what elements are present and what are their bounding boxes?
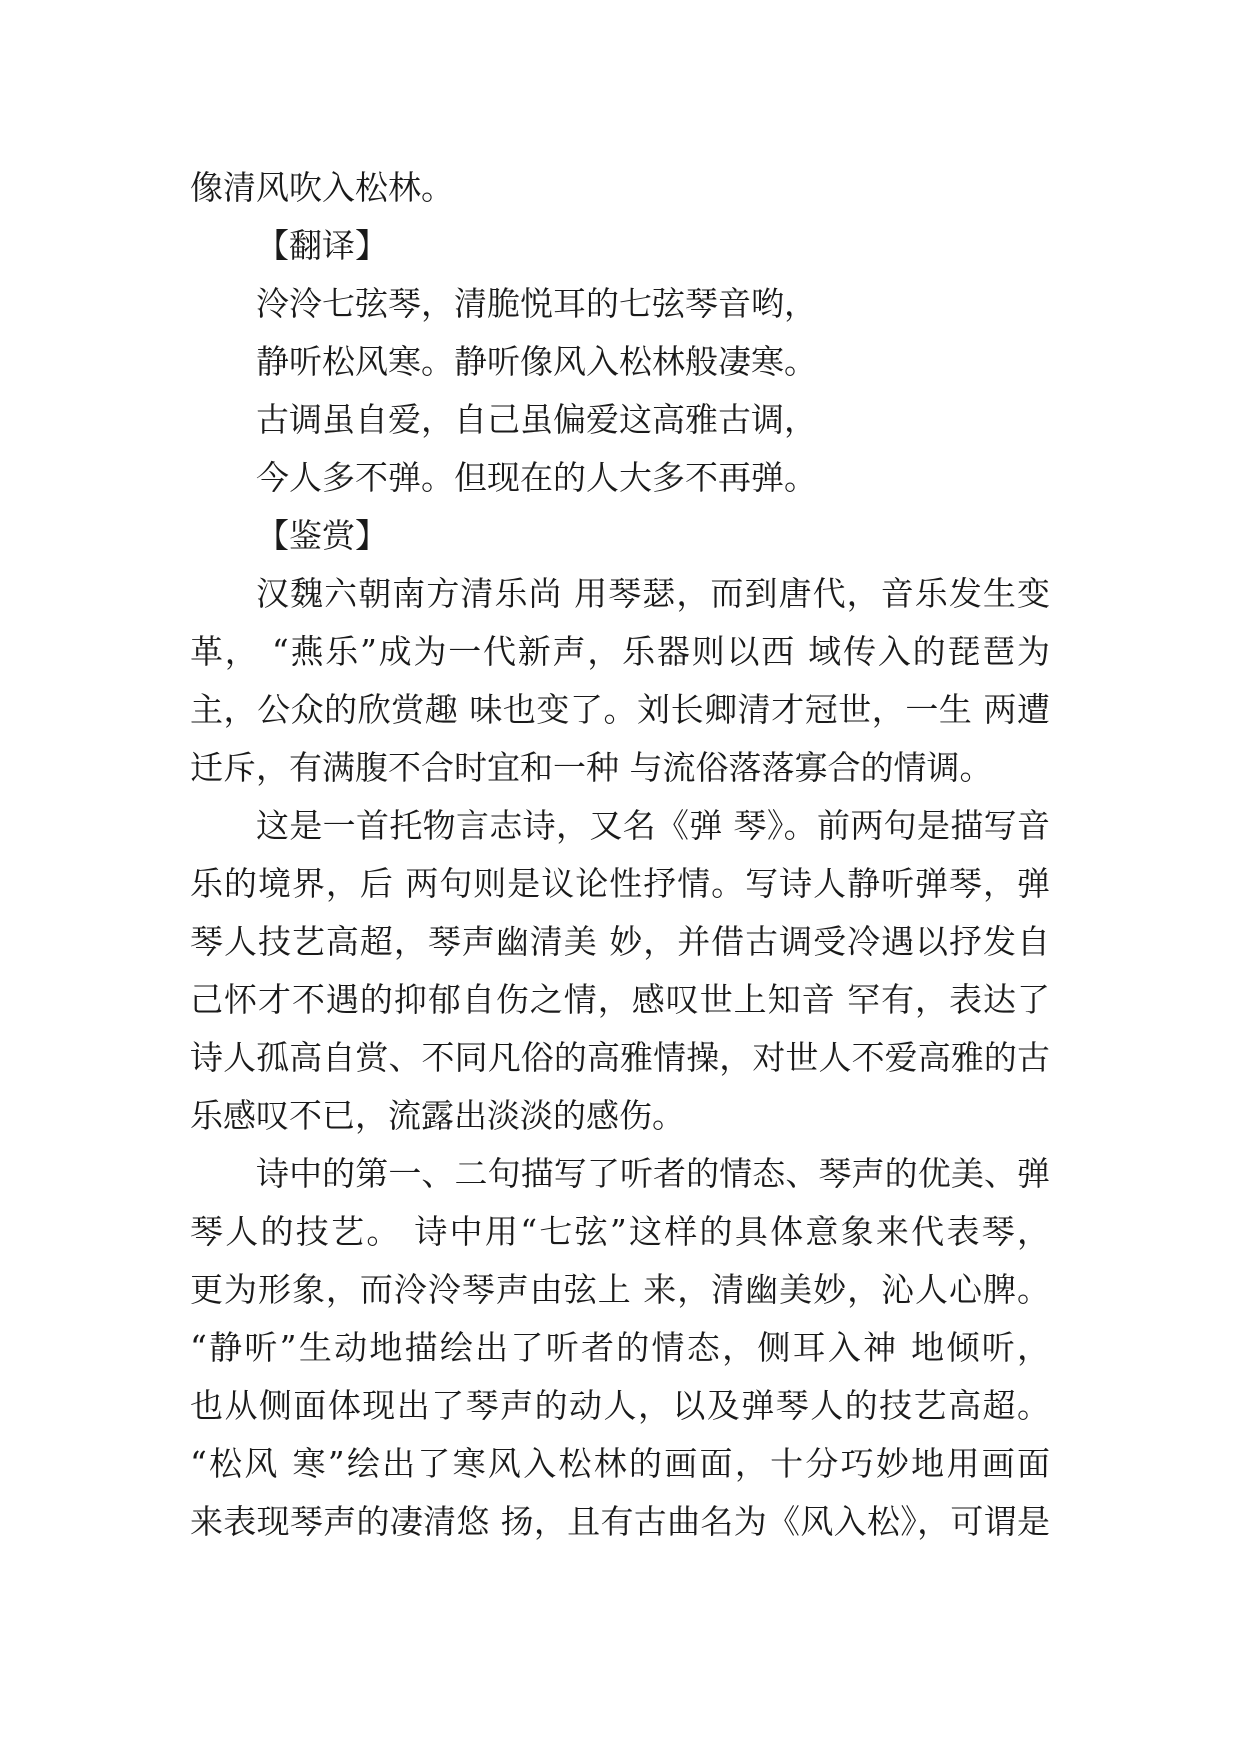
- text-line: 革， “燕乐”成为一代新声，乐器则以西 域传入的琵琶为: [190, 632, 1050, 671]
- text-line: 主，公众的欣赏趣 味也变了。刘长卿清才冠世，一生 两遭: [190, 690, 1050, 729]
- text-line: 像清风吹入松林。: [190, 168, 454, 207]
- translation-line: 今人多不弹。但现在的人大多不再弹。: [256, 458, 817, 497]
- text-line: 乐感叹不已，流露出淡淡的感伤。: [190, 1096, 685, 1135]
- text-line: 也从侧面体现出了琴声的动人，以及弹琴人的技艺高超。: [190, 1386, 1050, 1425]
- text-line: 己怀才不遇的抑郁自伤之情，感叹世上知音 罕有，表达了: [190, 980, 1050, 1019]
- text-line: 琴人技艺高超，琴声幽清美 妙，并借古调受冷遇以抒发自: [190, 922, 1050, 961]
- translation-line: 古调虽自爱，自己虽偏爱这高雅古调，: [256, 400, 817, 439]
- translation-line: 静听松风寒。静听像风入松林般凄寒。: [256, 342, 817, 381]
- text-line: 诗人孤高自赏、不同凡俗的高雅情操，对世人不爱高雅的古: [190, 1038, 1050, 1077]
- text-line: 琴人的技艺。 诗中用“七弦”这样的具体意象来代表琴，: [190, 1212, 1050, 1251]
- section-heading-appreciation: 【鉴赏】: [256, 516, 388, 555]
- text-line: 更为形象，而泠泠琴声由弦上 来，清幽美妙，沁人心脾。: [190, 1270, 1050, 1309]
- section-heading-translation: 【翻译】: [256, 226, 388, 265]
- text-line: 迁斥，有满腹不合时宜和一种 与流俗落落寡合的情调。: [190, 748, 993, 787]
- text-line: “松风 寒”绘出了寒风入松林的画面，十分巧妙地用画面: [190, 1444, 1050, 1483]
- text-line: “静听”生动地描绘出了听者的情态，侧耳入神 地倾听，: [190, 1328, 1050, 1367]
- translation-line: 泠泠七弦琴，清脆悦耳的七弦琴音哟，: [256, 284, 817, 323]
- text-line: 汉魏六朝南方清乐尚 用琴瑟，而到唐代，音乐发生变: [256, 574, 1050, 613]
- text-line: 这是一首托物言志诗，又名《弹 琴》。前两句是描写音: [256, 806, 1050, 845]
- text-line: 乐的境界，后 两句则是议论性抒情。写诗人静听弹琴，弹: [190, 864, 1050, 903]
- text-line: 诗中的第一、二句描写了听者的情态、琴声的优美、弹: [256, 1154, 1050, 1193]
- text-line: 来表现琴声的凄清悠 扬，且有古曲名为《风入松》，可谓是: [190, 1502, 1050, 1541]
